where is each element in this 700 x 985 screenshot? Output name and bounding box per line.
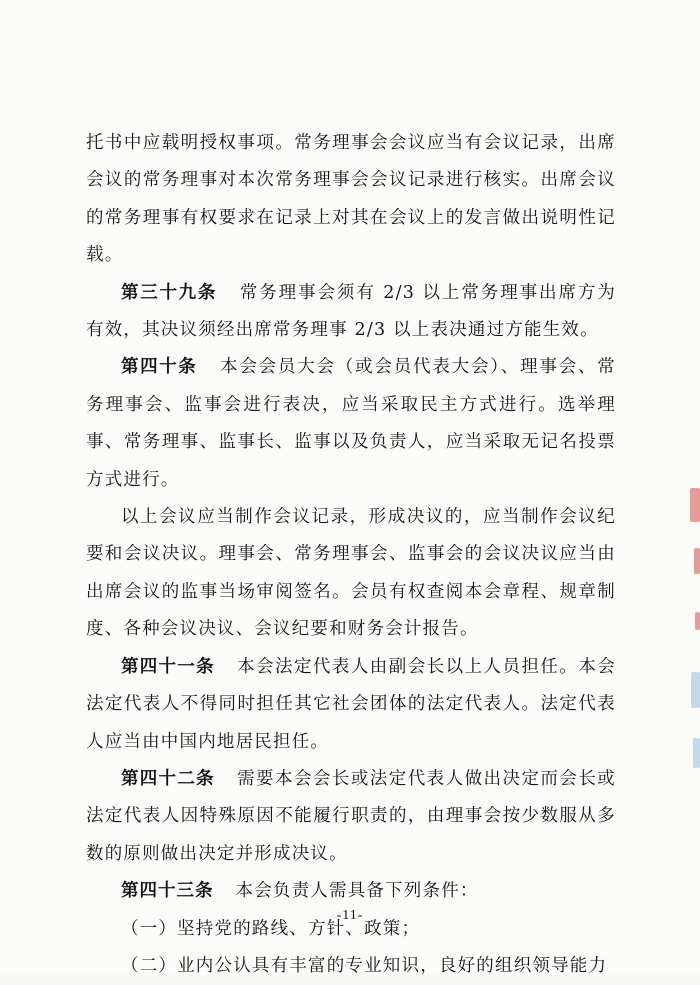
article-heading: 第四十一条	[121, 656, 215, 677]
article-heading: 第三十九条	[121, 282, 218, 303]
paragraph	[86, 349, 616, 499]
paragraph	[86, 649, 616, 761]
seal-fragment	[690, 488, 700, 522]
document-body	[86, 125, 616, 985]
seal-fragment	[694, 548, 700, 574]
article-text: 常务理事会须有 2/3 以上常务理事出席方为有效，其决议须经出席常务理事 2/3 以上表决通过方能生效。	[86, 282, 616, 341]
article-heading: 第四十二条	[121, 768, 215, 789]
paragraph	[86, 873, 616, 910]
list-item: （一）坚持党的路线、方针、政策；	[121, 918, 421, 939]
paragraph	[86, 761, 616, 873]
article-heading: 第四十条	[121, 357, 198, 378]
page-number: -11-	[336, 908, 364, 923]
article-text: 本会法定代表人由副会长以上人员担任。本会法定代表人不得同时担任其它社会团体的法定代表人。法定代表人应当由中国内地居民担任。	[86, 656, 617, 752]
seal-fragment	[693, 738, 700, 768]
paragraph: 以上会议应当制作会议记录，形成决议的，应当制作会议纪要和会议决议。理事会、常务理事会、监事会的会议决议应当由出席会议的监事当场审阅签名。会员有权查阅本会章程、规章制度、各种会议决议、会议纪要和财务会计报告。	[86, 507, 616, 640]
article-text: 需要本会会长或法定代表人做出决定而会长或法定代表人因特殊原因不能履行职责的，由理事会按少数服从多数的原则做出决定并形成决议。	[86, 768, 617, 864]
article-heading: 第四十三条	[121, 881, 214, 902]
seal-fragment	[691, 672, 700, 708]
paragraph	[86, 275, 616, 350]
list-item: （二）业内公认具有丰富的专业知识，良好的组织领导能力	[121, 955, 608, 976]
article-text: 本会负责人需具备下列条件：	[235, 881, 479, 902]
article-text: 本会会员大会（或会员代表大会）、理事会、常务理事会、监事会进行表决，应当采取民主方式进行。选举理事、常务理事、监事长、监事以及负责人，应当采取无记名投票方式进行。	[86, 357, 617, 490]
seal-fragment	[695, 612, 700, 630]
paragraph: 托书中应载明授权事项。常务理事会会议应当有会议记录，出席会议的常务理事对本次常务理事会会议记录进行核实。出席会议的常务理事有权要求在记录上对其在会议上的发言做出说明性记载。	[86, 133, 616, 266]
